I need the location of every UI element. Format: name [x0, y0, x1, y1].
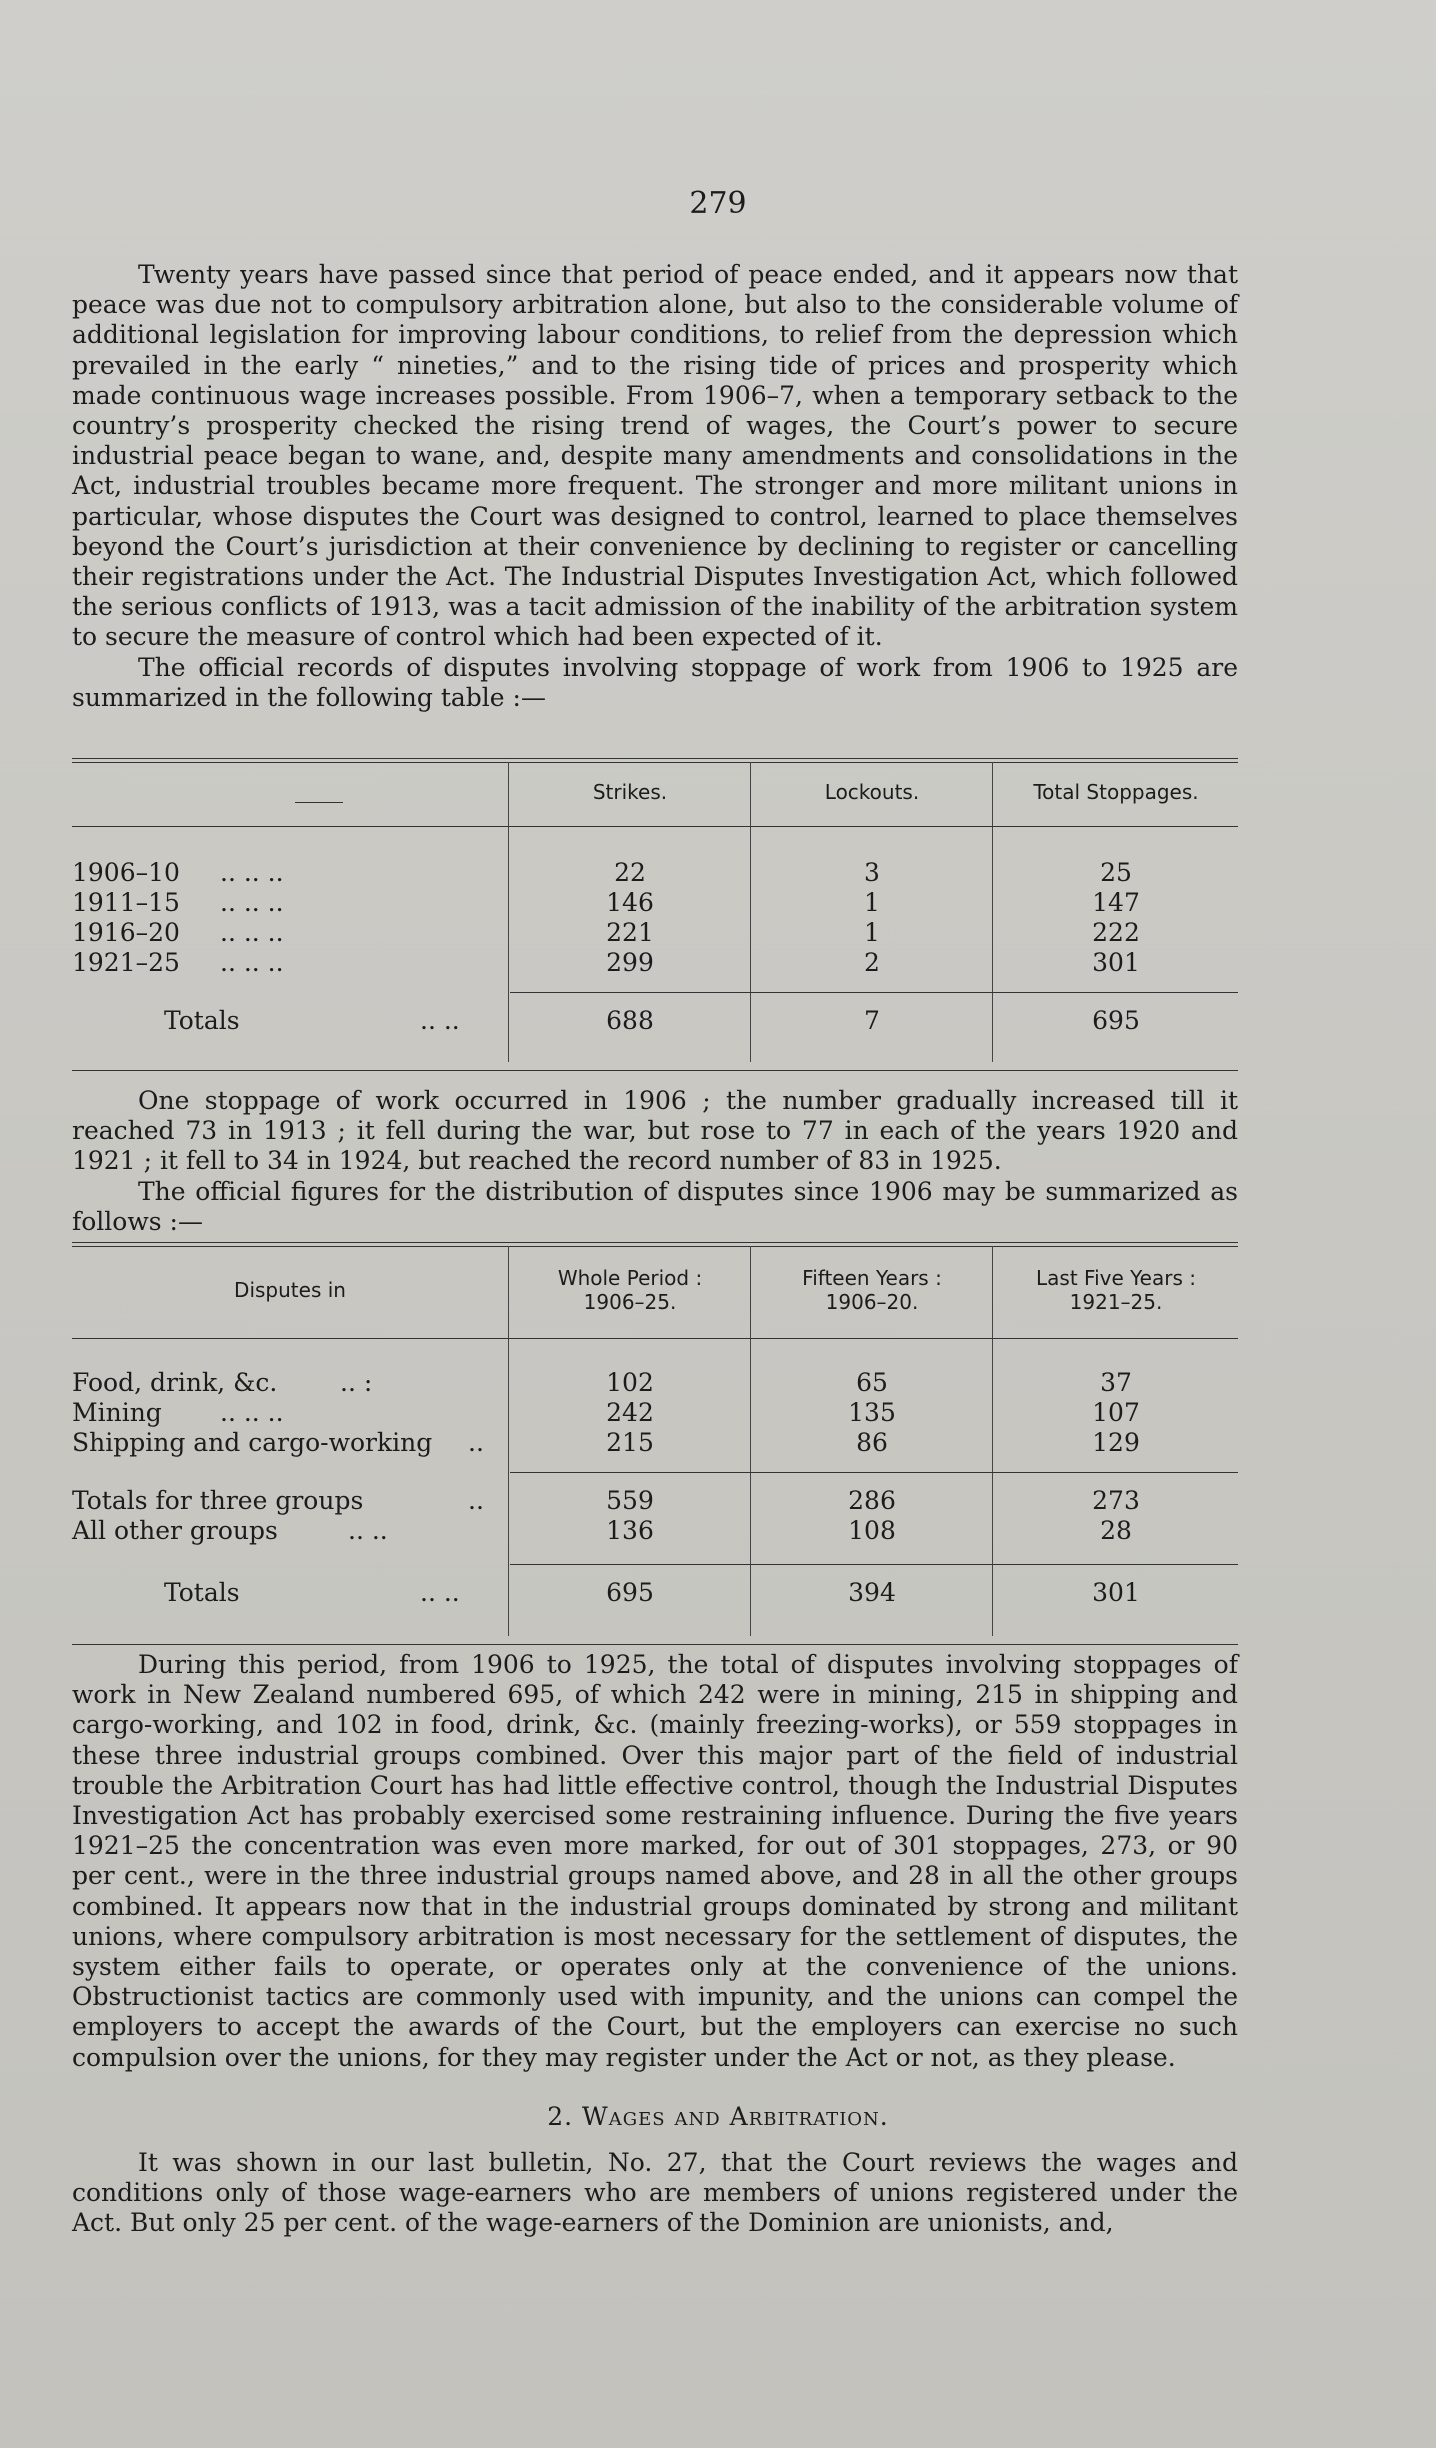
table-cell: 7	[864, 1006, 880, 1035]
table-cell: 107	[1092, 1398, 1140, 1427]
column-header-strikes: Strikes.	[592, 780, 668, 804]
table-cell: 102	[606, 1368, 654, 1397]
column-divider	[508, 762, 509, 1062]
totals-label: Totals .. ..	[164, 1578, 460, 1607]
table-cell: 22	[614, 858, 646, 887]
paragraph-period-summary	[72, 1650, 1238, 2073]
totals-label: Totals .. ..	[164, 1006, 460, 1035]
table-cell: 147	[1092, 888, 1140, 917]
column-header-last-five-years: Last Five Years : 1921–25.	[1036, 1266, 1196, 1314]
table-cell: 65	[856, 1368, 888, 1397]
table-cell: 146	[606, 888, 654, 917]
table-rule	[72, 1070, 1238, 1071]
table-cell: 301	[1092, 1578, 1140, 1607]
table-rule	[72, 1242, 1238, 1243]
table-cell: 695	[1092, 1006, 1140, 1035]
paragraph: It was shown in our last bulletin, No. 27, that the Court reviews the wages and conditions only of those wage-earners who are members of unions registered under the Act. But only 25 per cent. of the wage-earners of the Dominion are unionists, and,	[72, 2148, 1238, 2238]
sum-rule	[510, 1472, 1238, 1473]
table-rule	[72, 1338, 1238, 1339]
table-cell: 129	[1092, 1428, 1140, 1457]
column-header-whole-period: Whole Period : 1906–25.	[557, 1266, 703, 1314]
table-cell: 273	[1092, 1486, 1140, 1515]
table-cell: 559	[606, 1486, 654, 1515]
paragraph-wages	[72, 2148, 1238, 2239]
table-cell: 221	[606, 918, 654, 947]
stoppages-table	[72, 752, 1238, 1074]
table-cell: 242	[606, 1398, 654, 1427]
sum-rule	[510, 992, 1238, 993]
table-cell: 688	[606, 1006, 654, 1035]
table-rule	[72, 762, 1238, 763]
table-cell: 301	[1092, 948, 1140, 977]
table-cell: 37	[1100, 1368, 1132, 1397]
table-cell: 1	[864, 918, 880, 947]
column-divider	[750, 1246, 751, 1636]
page-number: 279	[689, 186, 747, 221]
paragraph-stoppage-trend	[72, 1086, 1238, 1237]
table-cell: 2	[864, 948, 880, 977]
paragraph: During this period, from 1906 to 1925, the total of disputes involving stoppages of work in New Zealand numbered 695, of which 242 were in mining, 215 in shipping and cargo-working, and 102 in food, drink, &c. (mainly freezing-works), or 559 stoppages in these three industrial groups combined. Over this major part of the field of industrial trouble the Arbitration Court has had little effective control, though the Industrial Disputes Investigation Act has probably exercised some restraining influence. During the five years 1921–25 the concentration was even more marked, for out of 301 stoppages, 273, or 90 per cent., were in the three industrial groups named above, and 28 in all the other groups combined. It appears now that in the industrial groups dominated by strong and militant unions, where compulsory arbitration is most necessary for the settlement of disputes, the system either fails to operate, or operates only at the convenience of the unions. Obstructionist tactics are commonly used with impunity, and the unions can compel the employers to accept the awards of the Court, but the employers can exercise no such compulsion over the unions, for they may register under the Act or not, as they please.	[72, 1650, 1238, 2072]
column-divider	[992, 762, 993, 1062]
table-cell: 136	[606, 1516, 654, 1545]
table-rule	[72, 826, 1238, 827]
table-cell: 215	[606, 1428, 654, 1457]
table-cell: 1	[864, 888, 880, 917]
table-cell: 286	[848, 1486, 896, 1515]
section-heading: 2. Wages and Arbitration.	[547, 2102, 889, 2131]
table-row-label: 1906–10 .. .. ..	[72, 858, 284, 887]
table-row-label: Food, drink, &c. .. :	[72, 1368, 373, 1397]
column-divider	[992, 1246, 993, 1636]
table-row-label: Totals for three groups ..	[72, 1486, 484, 1515]
paragraph: Twenty years have passed since that period of peace ended, and it appears now that peace was due not to compulsory arbitration alone, but also to the considerable volume of additional legislation for improving labour conditions, to relief from the depression which prevailed in the early “ nineties,” and to the rising tide of prices and prosperity which made continuous wage increases possible. From 1906–7, when a temporary setback to the country’s prosperity checked the rising trend of wages, the Court’s power to secure industrial peace began to wane, and, despite many amendments and consolidations in the Act, industrial troubles became more frequent. The stronger and more militant unions in particular, whose disputes the Court was designed to control, learned to place themselves beyond the Court’s jurisdiction at their convenience by declining to register or cancelling their registrations under the Act. The Industrial Disputes Investigation Act, which followed the serious conflicts of 1913, was a tacit admission of the inability of the arbitration system to secure the measure of control which had been expected of it.	[72, 260, 1238, 652]
distribution-table	[72, 1236, 1238, 1648]
table-row-label: Shipping and cargo-working ..	[72, 1428, 484, 1457]
column-header-lockouts: Lockouts.	[824, 780, 920, 804]
table-row-label: All other groups .. ..	[72, 1516, 388, 1545]
column-header-total-stoppages: Total Stoppages.	[1033, 780, 1199, 804]
paragraph: The official records of disputes involving stoppage of work from 1906 to 1925 are summarized in the following table :—	[72, 652, 1238, 712]
table-cell: 695	[606, 1578, 654, 1607]
table-cell: 86	[856, 1428, 888, 1457]
table-rule	[72, 758, 1238, 759]
sum-rule	[510, 1564, 1238, 1565]
column-divider	[508, 1246, 509, 1636]
table-rule	[72, 1644, 1238, 1645]
paragraph: The official figures for the distribution of disputes since 1906 may be summarized as follows :—	[72, 1176, 1238, 1236]
table-cell: 25	[1100, 858, 1132, 887]
table-cell: 299	[606, 948, 654, 977]
table-row-label: Mining .. .. ..	[72, 1398, 284, 1427]
table-cell: 222	[1092, 918, 1140, 947]
table-row-label: 1911–15 .. .. ..	[72, 888, 284, 917]
table-cell: 135	[848, 1398, 896, 1427]
column-header-disputes-in: Disputes in	[234, 1278, 346, 1302]
table-cell: 394	[848, 1578, 896, 1607]
table-rule	[72, 1246, 1238, 1247]
table-cell: 3	[864, 858, 880, 887]
blank-header-dash	[295, 802, 343, 803]
column-divider	[750, 762, 751, 1062]
column-header-fifteen-years: Fifteen Years : 1906–20.	[802, 1266, 942, 1314]
table-row-label: 1921–25 .. .. ..	[72, 948, 284, 977]
table-cell: 28	[1100, 1516, 1132, 1545]
table-cell: 108	[848, 1516, 896, 1545]
paragraph: One stoppage of work occurred in 1906 ; the number gradually increased till it reached 73 in 1913 ; it fell during the war, but rose to 77 in each of the years 1920 and 1921 ; it fell to 34 in 1924, but reached the record number of 83 in 1925.	[72, 1086, 1238, 1176]
table-row-label: 1916–20 .. .. ..	[72, 918, 284, 947]
paragraph-peace-ended	[72, 260, 1238, 713]
